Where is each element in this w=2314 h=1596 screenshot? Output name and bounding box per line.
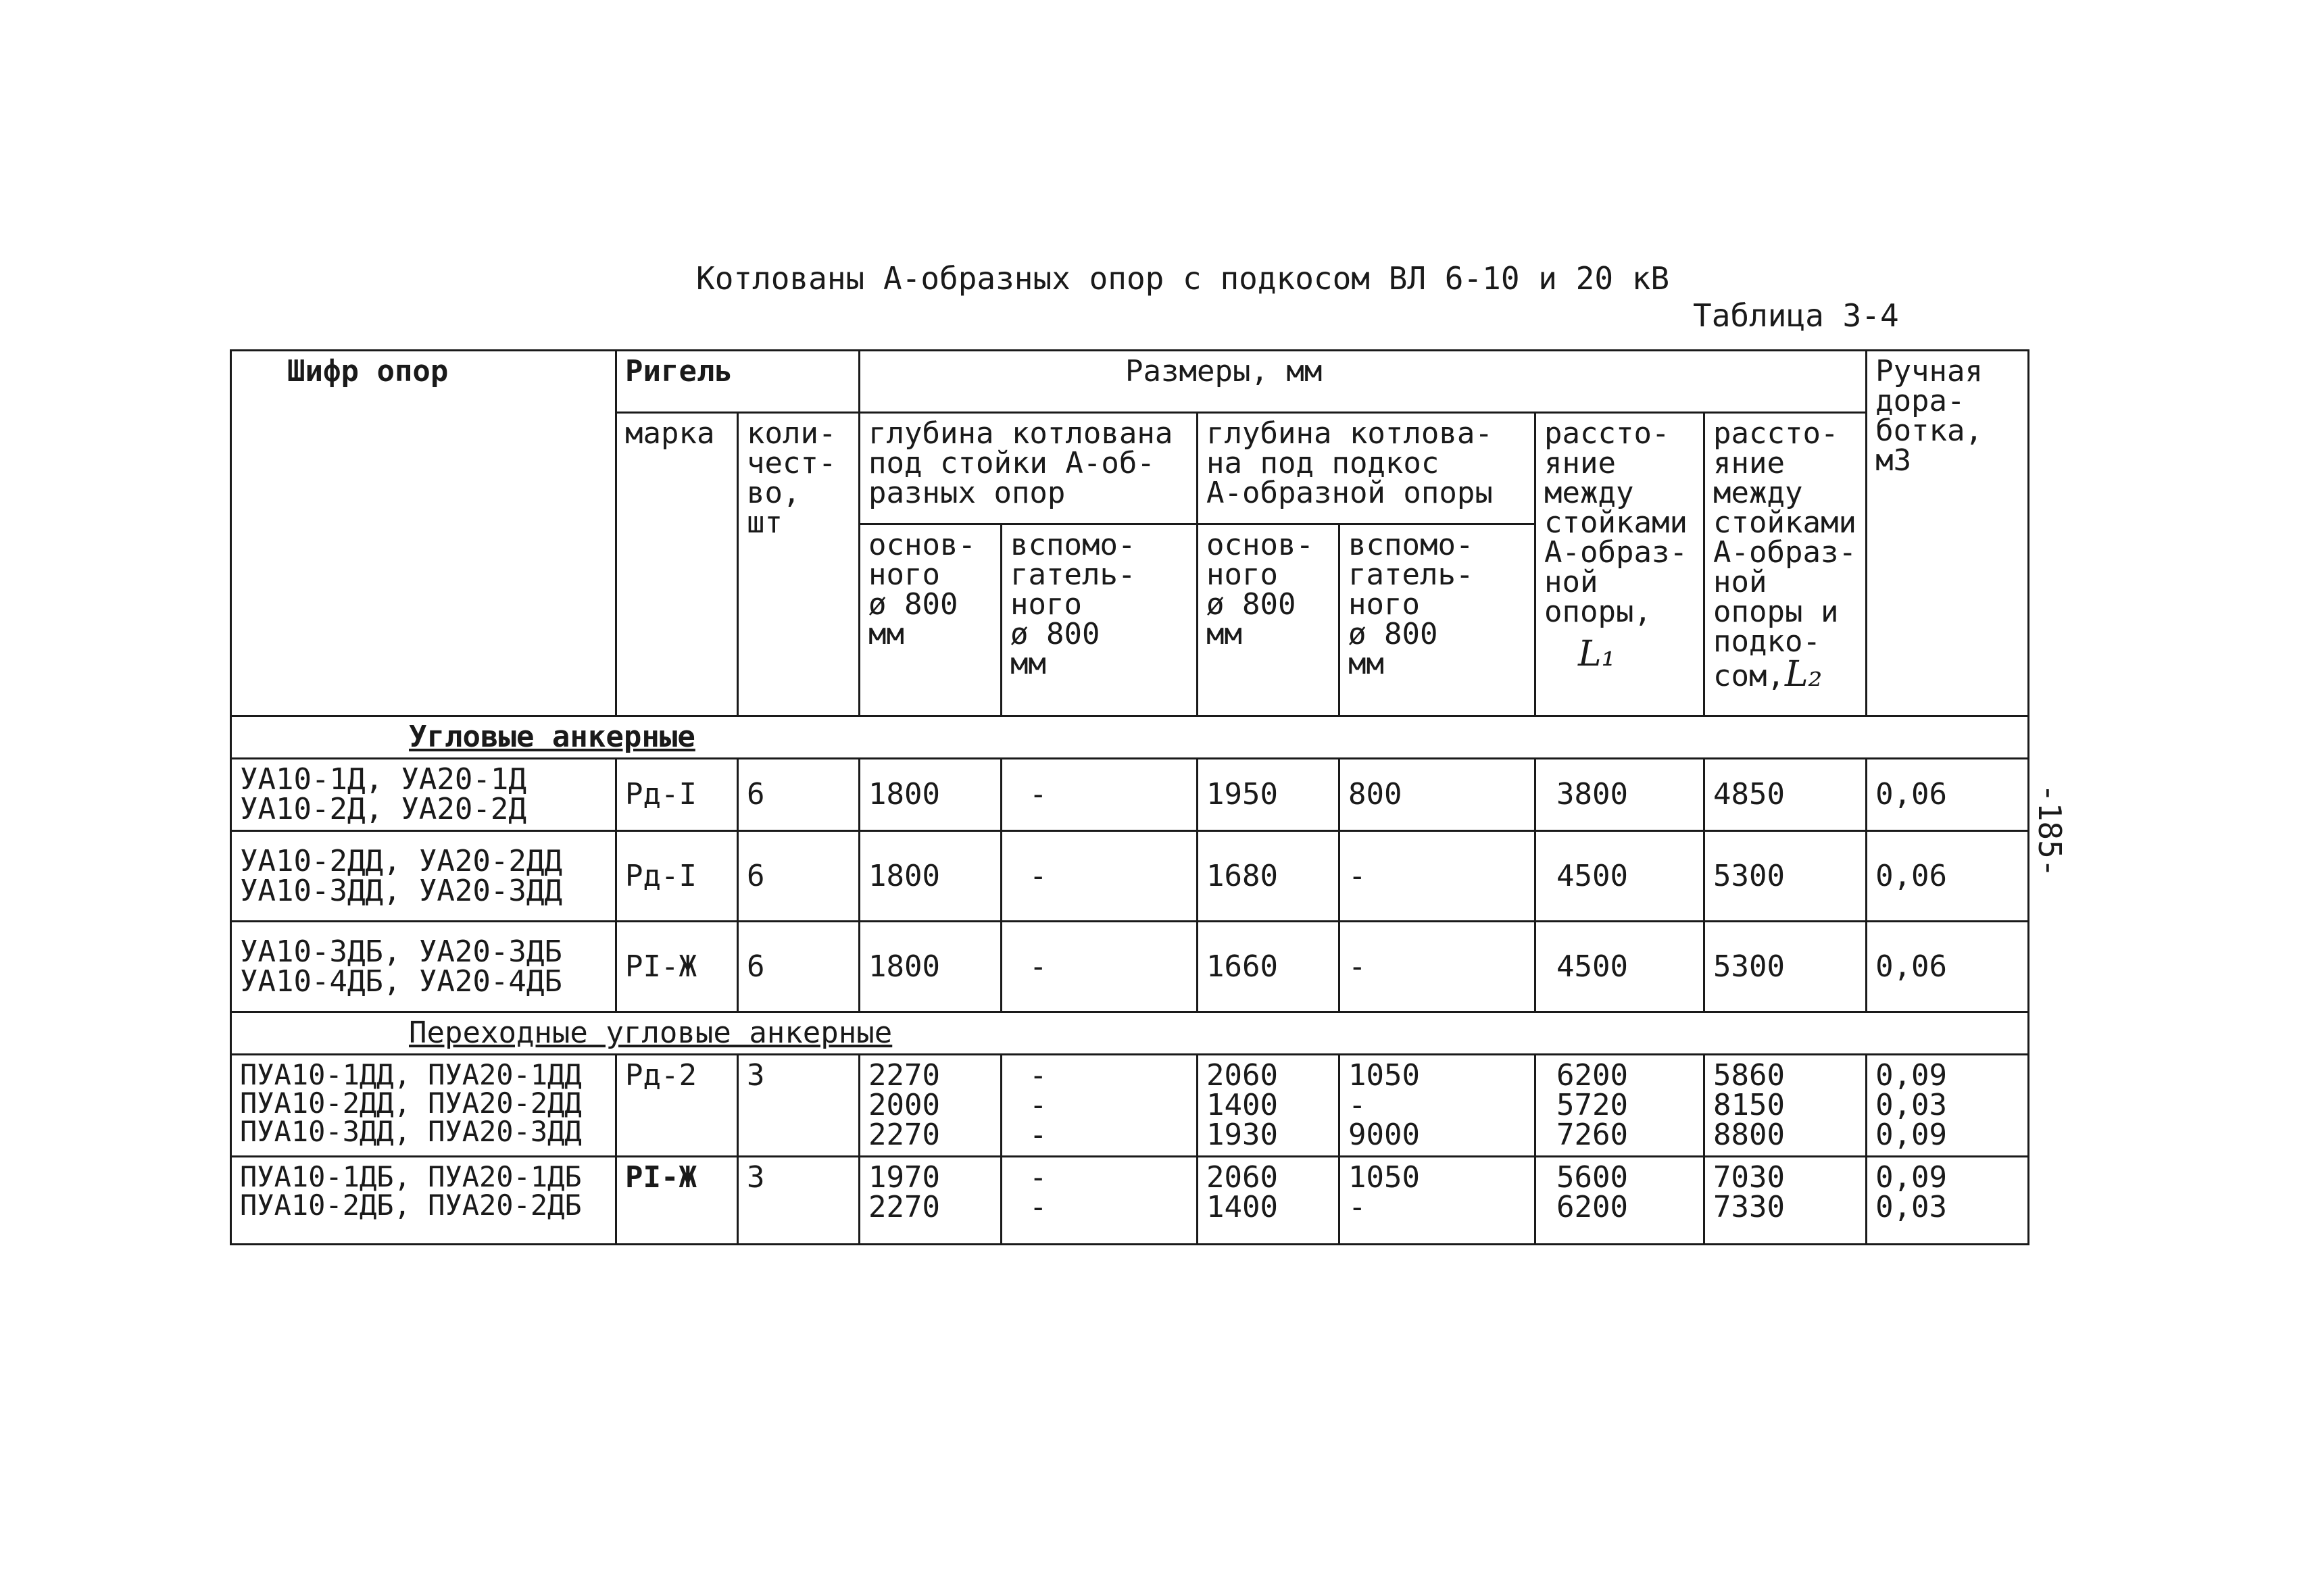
cell-main2: 2060 1400 <box>1198 1157 1339 1245</box>
cell-main1: 1800 <box>860 922 1002 1012</box>
cell-l1: 4500 <box>1535 831 1704 922</box>
cell-main2: 1950 <box>1198 759 1339 831</box>
cell-l2: 7030 7330 <box>1704 1157 1867 1245</box>
cell-main2: 1680 <box>1198 831 1339 922</box>
cell-aux2: 800 <box>1339 759 1535 831</box>
cell-mark: Рд-I <box>616 831 738 922</box>
page-number: -185- <box>2032 784 2068 878</box>
cell-count: 6 <box>738 759 860 831</box>
table-row <box>231 922 2029 1012</box>
section-title: Угловые анкерные <box>409 720 695 754</box>
cell-main1: 1800 <box>860 831 1002 922</box>
cell-count: 3 <box>738 1157 860 1245</box>
section-row <box>231 1012 2029 1055</box>
header-aux-2: вспомо- гатель- ного ø 800 мм <box>1339 524 1535 716</box>
section-title-cell <box>231 716 2029 759</box>
header-distance-l1-text: рассто- яние между стойками А-образ- ной опоры, <box>1544 416 1688 629</box>
table-number-label: Таблица 3-4 <box>1693 297 1899 334</box>
cell-l2: 4850 <box>1704 759 1867 831</box>
table-row <box>231 1055 2029 1157</box>
cell-aux2: 1050 - <box>1339 1157 1535 1245</box>
cell-main1: 1970 2270 <box>860 1157 1002 1245</box>
cell-aux2: - <box>1339 922 1535 1012</box>
header-aux-1: вспомо- гатель- ного ø 800 мм <box>1002 524 1198 716</box>
l1-symbol: L₁ <box>1578 634 1616 674</box>
cell-main2: 1660 <box>1198 922 1339 1012</box>
cell-aux2: 1050 - 9000 <box>1339 1055 1535 1157</box>
cell-manual: 0,06 <box>1867 922 2029 1012</box>
excavation-table <box>230 349 2029 1245</box>
cell-main1: 2270 2000 2270 <box>860 1055 1002 1157</box>
cell-mark: Рд-I <box>616 759 738 831</box>
cell-l1: 6200 5720 7260 <box>1535 1055 1704 1157</box>
cell-aux1: - <box>1002 759 1198 831</box>
header-code: Шифр опор <box>231 351 616 716</box>
header-depth-strut: глубина котлова- на под подкос А-образной опоры <box>1198 413 1535 524</box>
section-row <box>231 716 2029 759</box>
cell-count: 3 <box>738 1055 860 1157</box>
cell-aux1: - <box>1002 831 1198 922</box>
cell-manual: 0,06 <box>1867 759 2029 831</box>
section-title: Переходные угловые анкерные <box>409 1016 893 1050</box>
header-rigel: Ригель <box>616 351 860 413</box>
cell-mark: Рд-2 <box>616 1055 738 1157</box>
section-title-cell <box>231 1012 2029 1055</box>
cell-code: ПУА10-1ДД, ПУА20-1ДД ПУА10-2ДД, ПУА20-2ДД ПУА10-3ДД, ПУА20-3ДД <box>231 1055 616 1157</box>
cell-aux1: - <box>1002 922 1198 1012</box>
cell-aux1: - - - <box>1002 1055 1198 1157</box>
cell-code: УА10-3ДБ, УА20-3ДБ УА10-4ДБ, УА20-4ДБ <box>231 922 616 1012</box>
l2-symbol: L₂ <box>1784 654 1823 695</box>
table-row <box>231 759 2029 831</box>
document-title: Котлованы А-образных опор с подкосом ВЛ 6-10 и 20 кВ <box>696 260 1670 297</box>
header-distance-l2-text: рассто- яние между стойками А-образ- ной опоры и подко- сом, <box>1713 416 1856 693</box>
cell-count: 6 <box>738 831 860 922</box>
table-header <box>231 351 2029 716</box>
table-row <box>231 831 2029 922</box>
cell-aux1: - - <box>1002 1157 1198 1245</box>
header-main-1: основ- ного ø 800 мм <box>860 524 1002 716</box>
cell-code: ПУА10-1ДБ, ПУА20-1ДБ ПУА10-2ДБ, ПУА20-2ДБ <box>231 1157 616 1245</box>
header-manual <box>1867 351 2029 716</box>
cell-mark: PI-Ж <box>616 1157 738 1245</box>
cell-mark: PI-Ж <box>616 922 738 1012</box>
header-sizes: Размеры, мм <box>860 351 1867 413</box>
table-row <box>231 1157 2029 1245</box>
header-distance-l1 <box>1535 413 1704 716</box>
cell-main1: 1800 <box>860 759 1002 831</box>
cell-l2: 5300 <box>1704 831 1867 922</box>
header-depth-posts: глубина котлована под стойки А-об- разных опор <box>860 413 1198 524</box>
header-main-2: основ- ного ø 800 мм <box>1198 524 1339 716</box>
header-rigel-count: коли- чест- во, шт <box>738 413 860 716</box>
cell-l2: 5860 8150 8800 <box>1704 1055 1867 1157</box>
cell-manual: 0,06 <box>1867 831 2029 922</box>
cell-count: 6 <box>738 922 860 1012</box>
cell-manual: 0,09 0,03 <box>1867 1157 2029 1245</box>
header-manual-text: Ручная дора- ботка, м3 <box>1875 354 1984 478</box>
cell-code: УА10-2ДД, УА20-2ДД УА10-3ДД, УА20-3ДД <box>231 831 616 922</box>
cell-main2: 2060 1400 1930 <box>1198 1055 1339 1157</box>
cell-l1: 5600 6200 <box>1535 1157 1704 1245</box>
cell-aux2: - <box>1339 831 1535 922</box>
header-rigel-mark: марка <box>616 413 738 716</box>
table-body <box>231 716 2029 1245</box>
cell-l1: 3800 <box>1535 759 1704 831</box>
cell-l2: 5300 <box>1704 922 1867 1012</box>
cell-code: УА10-1Д, УА20-1Д УА10-2Д, УА20-2Д <box>231 759 616 831</box>
cell-l1: 4500 <box>1535 922 1704 1012</box>
header-distance-l2 <box>1704 413 1867 716</box>
cell-manual: 0,09 0,03 0,09 <box>1867 1055 2029 1157</box>
